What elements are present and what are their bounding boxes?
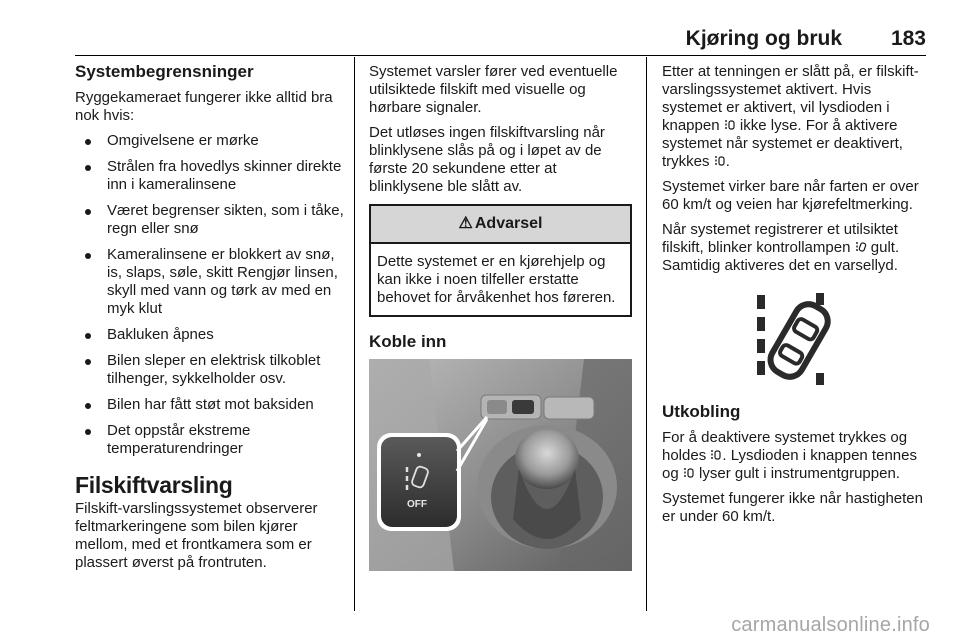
activation-text-2: ikke lyse. For å aktivere systemet når systemet er deaktivert, trykkes: [662, 117, 903, 170]
page-number: 183: [890, 27, 926, 50]
column-1: [75, 63, 345, 579]
activation-text-3: .: [725, 153, 730, 170]
warning-header: [371, 206, 630, 244]
lane-departure-indicator-icon: [662, 289, 926, 393]
list-item: Bakluken åpnes: [75, 326, 345, 344]
warning-text: Dette systemet er en kjørehjelp og kan ikke i noen tilfeller erstatte behovet for årvåkenhet hos føreren.: [377, 253, 616, 306]
warning-triangle-icon: ⚠: [458, 215, 473, 232]
list-item: Kameralinsene er blokkert av snø, is, slaps, søle, skitt Rengjør linsen, skyll med vann og tørk av med en myk klut: [75, 246, 345, 318]
list-item: Det oppstår ekstreme temperaturendringer: [75, 422, 345, 458]
speed-requirement-paragraph: Systemet virker bare når farten er over 60 km/t og veien har kjørefeltmerking.: [662, 178, 919, 213]
deactivation-text-2: . Lysdioden i knappen tennes og: [662, 447, 917, 482]
deactivation-text-3: lyser gult i instrumentgruppen.: [699, 465, 900, 482]
list-item: Omgivelsene er mørke: [75, 132, 345, 150]
lane-warning-lamp-icon: [855, 241, 867, 253]
detection-paragraph: [662, 221, 928, 275]
header-rule: [75, 55, 926, 56]
column-3: [662, 63, 928, 533]
list-item: Bilen sleper en elektrisk tilkoblet tilhenger, sykkelholder osv.: [75, 352, 345, 388]
list-item: Strålen fra hovedlys skinner direkte inn i kameralinsene: [75, 158, 345, 194]
column-2: [369, 63, 632, 571]
intro-paragraph: Ryggekameraet fungerer ikke alltid bra nok hvis:: [75, 89, 333, 124]
lane-warning-lamp-icon: [683, 467, 695, 479]
deactivation-heading: Utkobling: [662, 402, 741, 421]
detection-text-2: gult. Samtidig aktiveres det en varsellyd.: [662, 239, 900, 274]
deactivation-paragraph: [662, 429, 928, 483]
warning-title: Advarsel: [474, 215, 543, 232]
lane-button-icon: [714, 155, 726, 167]
lane-departure-heading: Filskiftvarsling: [75, 472, 233, 498]
lane-button-icon: [724, 119, 736, 131]
activation-text-1: Etter at tenningen er slått på, er filskift-varslingssystemet aktivert. Hvis systemet er aktivert, vil lysdioden i knappen: [662, 63, 919, 134]
warning-paragraph-1: Systemet varsler fører ved eventuelle utilsiktede filskift med visuelle og hørbare signaler.: [369, 63, 618, 116]
list-item: Bilen har fått støt mot baksiden: [75, 396, 345, 414]
low-speed-paragraph: Systemet fungerer ikke når hastigheten er under 60 km/t.: [662, 490, 923, 525]
warning-box: [369, 204, 632, 317]
warning-paragraph-2: Det utløses ingen filskiftvarsling når blinklysene slås på og i løpet av de første 20 sekundene etter at blinklysene ble slått av.: [369, 124, 605, 195]
column-divider-2: [646, 57, 647, 611]
watermark: carmanualsonline.info: [731, 614, 930, 636]
deactivation-text-1: For å deaktivere systemet trykkes og holdes: [662, 429, 908, 464]
activate-heading: Koble inn: [369, 332, 447, 351]
lane-button-icon: [710, 449, 722, 461]
console-button-photo: [369, 359, 632, 571]
activation-paragraph: [662, 63, 928, 171]
column-divider-1: [354, 57, 355, 611]
detection-text-1: Når systemet registrerer et utilsiktet filskift, blinker kontrollampen: [662, 221, 898, 256]
list-item: Været begrenser sikten, som i tåke, regn eller snø: [75, 202, 345, 238]
limitations-list: [75, 132, 345, 458]
lane-departure-paragraph: Filskift-varslingssystemet observerer feltmarkeringene som bilen kjører mellom, med et frontkamera som er plassert øverst på frontruten.: [75, 500, 318, 571]
photo-off-label: OFF: [407, 499, 427, 510]
system-limitations-heading: Systembegrensninger: [75, 62, 254, 81]
page-header-title: Kjøring og bruk: [685, 27, 842, 50]
